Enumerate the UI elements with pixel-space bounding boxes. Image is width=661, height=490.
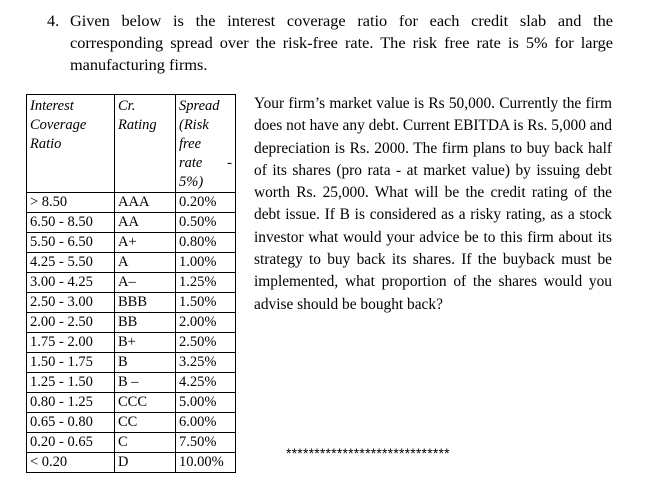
- cell-rating: B+: [115, 333, 176, 353]
- cell-rating: BBB: [115, 293, 176, 313]
- table-row: [27, 213, 236, 233]
- cell-rating: AA: [115, 213, 176, 233]
- cell-coverage: 2.50 - 3.00: [27, 293, 115, 313]
- header-line: Rating: [118, 117, 157, 133]
- table-row: [27, 453, 236, 473]
- header-interest-coverage: [27, 95, 115, 193]
- table-row: [27, 313, 236, 333]
- section-divider: *****************************: [286, 445, 450, 461]
- cell-spread: 0.20%: [176, 193, 236, 213]
- table-row: [27, 333, 236, 353]
- cell-rating: D: [115, 453, 176, 473]
- header-word: rate: [179, 155, 203, 171]
- table-row: [27, 293, 236, 313]
- table-body: [27, 193, 236, 473]
- header-line: 5%): [179, 174, 204, 190]
- table-row: [27, 193, 236, 213]
- cell-coverage: > 8.50: [27, 193, 115, 213]
- cell-coverage: 5.50 - 6.50: [27, 233, 115, 253]
- header-line: free: [179, 136, 202, 152]
- cell-rating: A–: [115, 273, 176, 293]
- cell-spread: 5.00%: [176, 393, 236, 413]
- cell-spread: 1.50%: [176, 293, 236, 313]
- table-row: [27, 233, 236, 253]
- table-header-row: [27, 95, 236, 193]
- cell-coverage: 0.80 - 1.25: [27, 393, 115, 413]
- header-line: (Risk: [179, 117, 209, 133]
- header-credit-rating: [115, 95, 176, 193]
- table-row: [27, 373, 236, 393]
- table-row: [27, 253, 236, 273]
- cell-coverage: 0.20 - 0.65: [27, 433, 115, 453]
- cell-rating: CCC: [115, 393, 176, 413]
- header-line: Spread: [179, 98, 220, 114]
- header-line: Coverage: [30, 117, 87, 133]
- cell-rating: AAA: [115, 193, 176, 213]
- cell-rating: BB: [115, 313, 176, 333]
- question-number: 4.: [47, 11, 60, 30]
- cell-coverage: 6.50 - 8.50: [27, 213, 115, 233]
- question-text: Given below is the interest coverage ratio for each credit slab and the corresponding spread over the risk-free rate. The risk free rate is 5% for large manufacturing firms.: [70, 11, 613, 74]
- cell-rating: C: [115, 433, 176, 453]
- cell-rating: CC: [115, 413, 176, 433]
- question-block: [47, 10, 613, 76]
- cell-coverage: 0.65 - 0.80: [27, 413, 115, 433]
- table-row: [27, 353, 236, 373]
- header-line: Ratio: [30, 136, 62, 152]
- cell-spread: 6.00%: [176, 413, 236, 433]
- cell-coverage: 1.25 - 1.50: [27, 373, 115, 393]
- header-line: [179, 154, 232, 173]
- cell-spread: 3.25%: [176, 353, 236, 373]
- header-line: Interest: [30, 98, 74, 114]
- cell-rating: A: [115, 253, 176, 273]
- cell-rating: B: [115, 353, 176, 373]
- header-dash: -: [227, 155, 232, 171]
- cell-spread: 10.00%: [176, 453, 236, 473]
- table-row: [27, 273, 236, 293]
- cell-coverage: 2.00 - 2.50: [27, 313, 115, 333]
- cell-spread: 2.50%: [176, 333, 236, 353]
- cell-coverage: < 0.20: [27, 453, 115, 473]
- credit-rating-table: [26, 94, 236, 473]
- table-row: [27, 393, 236, 413]
- header-line: Cr.: [118, 98, 136, 114]
- cell-spread: 0.80%: [176, 233, 236, 253]
- problem-text: Your firm’s market value is Rs 50,000. Currently the firm does not have any debt. Current EBITDA is Rs. 5,000 and depreciation is Rs. 2000. The firm plans to buy back half of its shares (pro rata - at market value) by issuing debt worth Rs. 25,000. What will be the credit rating of the debt issue. If B is considered as a risky rating, as a stock investor what would your advice be to this firm about its strategy to buy back its shares. If the buyback must be implemented, what proportion of the shares would you advise should be bought back?: [254, 95, 612, 313]
- cell-spread: 4.25%: [176, 373, 236, 393]
- cell-rating: A+: [115, 233, 176, 253]
- table-row: [27, 413, 236, 433]
- cell-coverage: 3.00 - 4.25: [27, 273, 115, 293]
- cell-rating: B –: [115, 373, 176, 393]
- cell-spread: 1.25%: [176, 273, 236, 293]
- header-spread: [176, 95, 236, 193]
- cell-coverage: 4.25 - 5.50: [27, 253, 115, 273]
- cell-coverage: 1.75 - 2.00: [27, 333, 115, 353]
- cell-spread: 1.00%: [176, 253, 236, 273]
- cell-coverage: 1.50 - 1.75: [27, 353, 115, 373]
- table-row: [27, 433, 236, 453]
- cell-spread: 7.50%: [176, 433, 236, 453]
- cell-spread: 0.50%: [176, 213, 236, 233]
- cell-spread: 2.00%: [176, 313, 236, 333]
